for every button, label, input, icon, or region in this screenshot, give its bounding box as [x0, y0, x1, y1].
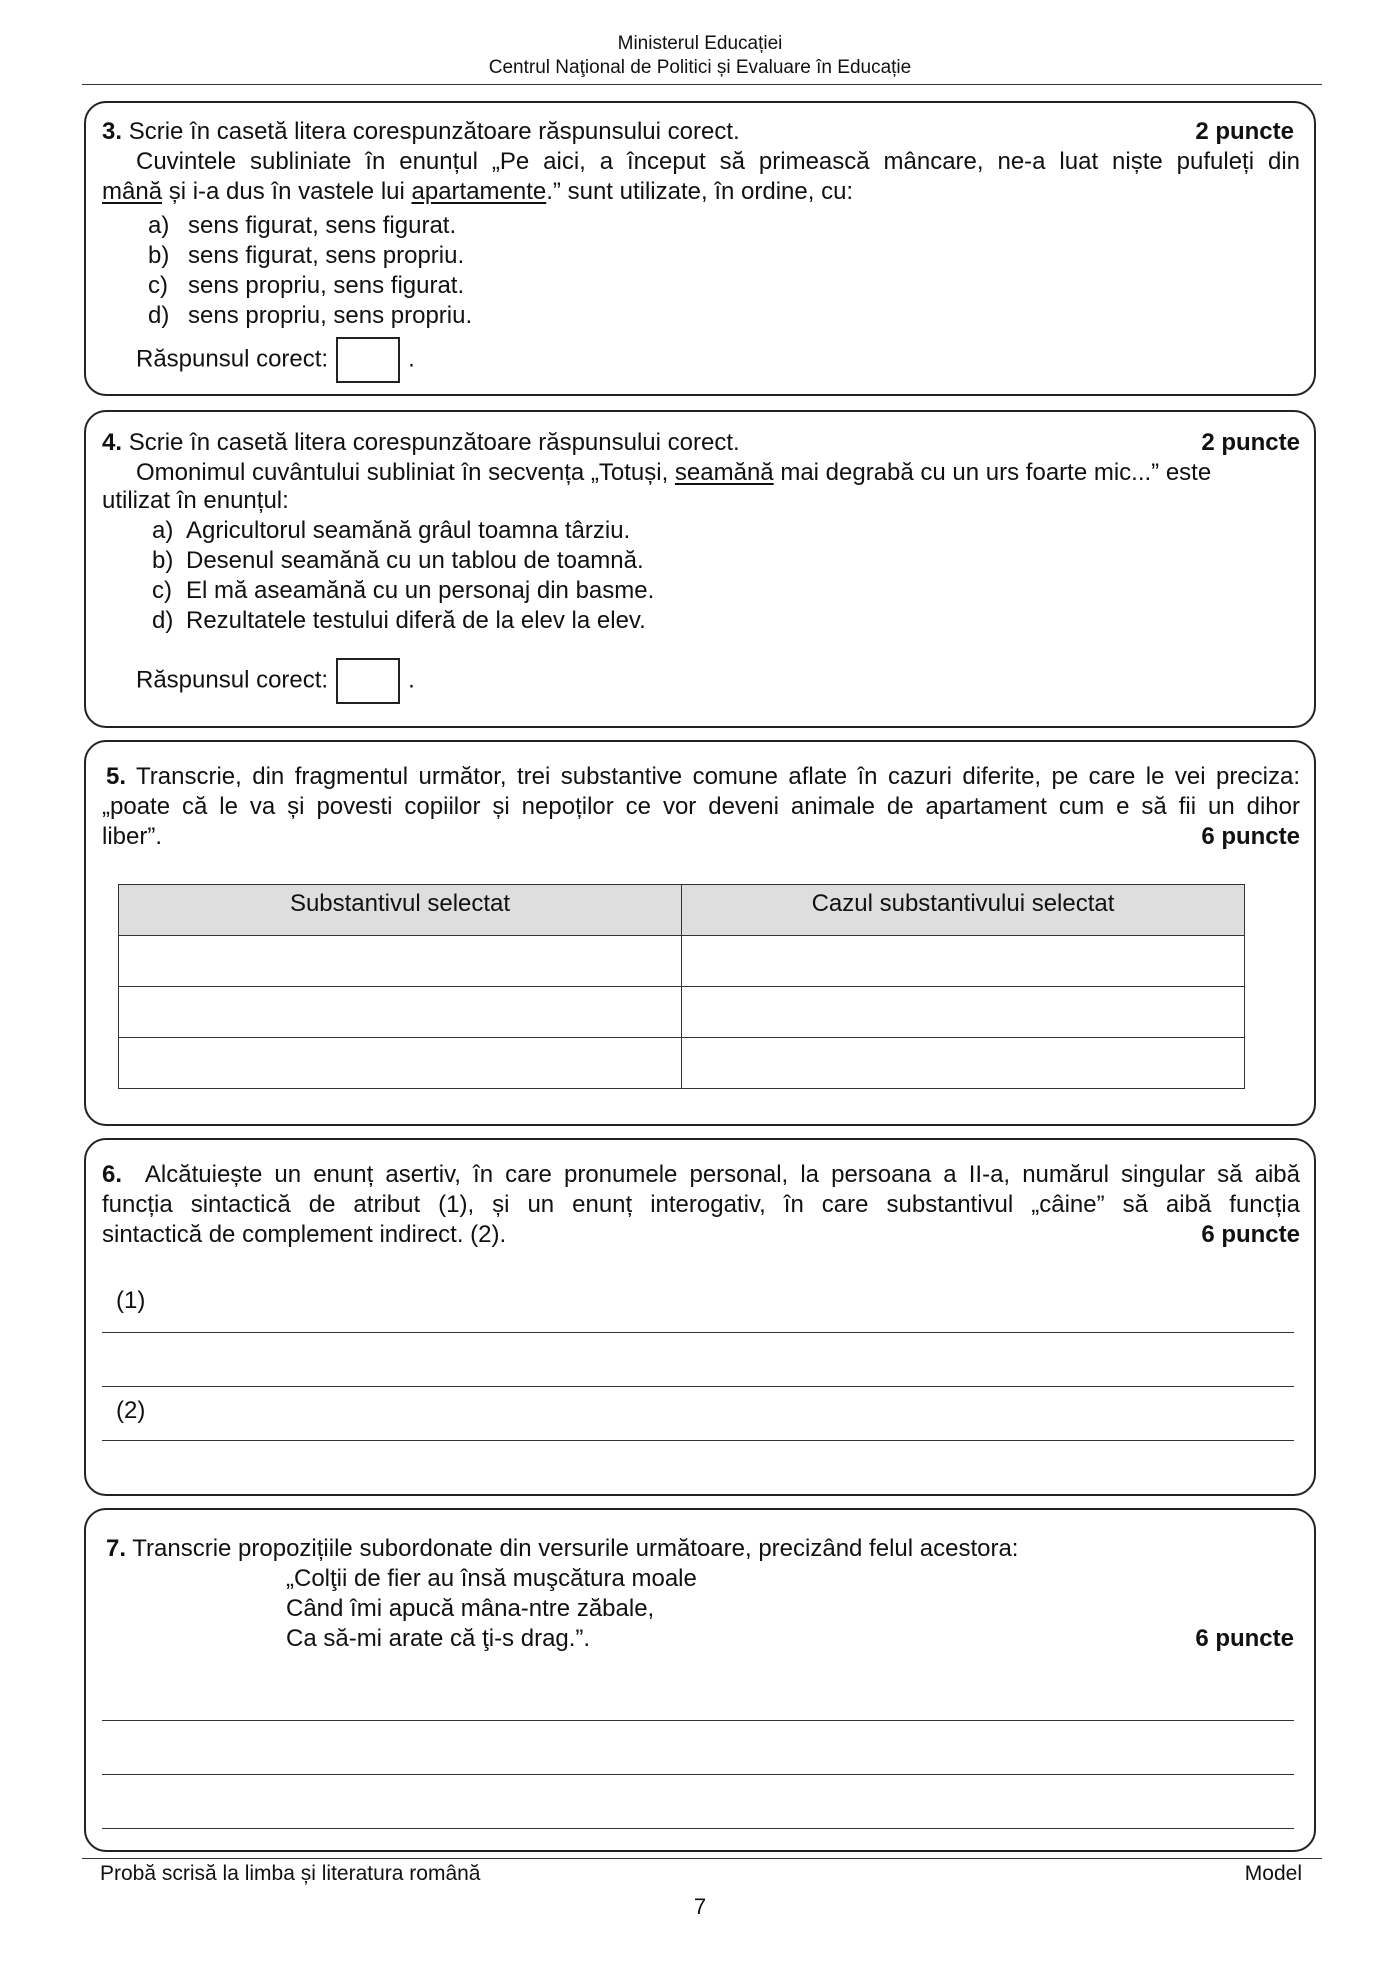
q7-answer-line[interactable]	[102, 1828, 1294, 1829]
case-cell[interactable]	[682, 987, 1245, 1038]
q4-option-c	[152, 576, 654, 606]
q3-option-c	[148, 271, 464, 301]
page-header	[0, 32, 1400, 80]
question-6-box	[84, 1138, 1316, 1496]
q5-answer-table	[118, 884, 1245, 1089]
q3-answer-end: .	[408, 345, 415, 373]
q4-answer-label: Răspunsul corect:	[136, 666, 329, 694]
noun-cell[interactable]	[119, 987, 682, 1038]
page-number: 7	[693, 1894, 707, 1919]
q6-line2: funcția sintactică de atribut (1), și un enunț interogativ, în care substantivul „câine” să aibă funcția	[102, 1191, 1300, 1218]
question-4-box	[84, 410, 1316, 728]
ministry-name: Ministerul Educației	[617, 33, 783, 54]
q7-answer-line[interactable]	[102, 1774, 1294, 1775]
table-header-case: Cazul substantivului selectat	[682, 885, 1245, 936]
option-text: sens figurat, sens figurat.	[188, 212, 457, 239]
q7-answer-line[interactable]	[102, 1720, 1294, 1721]
q5-line2: „poate că le va și povesti copiilor și nepoților ce vor deveni animale de apartament cum e să fii un dihor	[102, 793, 1300, 820]
option-letter: d)	[152, 607, 174, 634]
q4-points: 2 puncte	[1201, 429, 1300, 456]
option-letter: a)	[152, 517, 174, 544]
q3-option-d	[148, 301, 472, 331]
footer-rule	[82, 1858, 1322, 1859]
option-text: Desenul seamănă cu un tablou de toamnă.	[186, 547, 644, 574]
q5-points: 6 puncte	[1201, 823, 1300, 850]
question-5-box	[84, 740, 1316, 1126]
q3-answer-row	[136, 337, 1300, 383]
option-text: Rezultatele testului diferă de la elev la elev.	[186, 607, 646, 634]
q6-answer-line[interactable]	[102, 1440, 1294, 1441]
q6-line1-text: Alcătuiește un enunț asertiv, în care pronumele personal, la persoana a II-a, numărul singular să aibă	[144, 1161, 1300, 1188]
center-name: Centrul Naţional de Politici și Evaluare în Educație	[488, 57, 912, 78]
question-7-box	[84, 1508, 1316, 1852]
footer-model: Model	[1244, 1862, 1302, 1885]
q4-underlined-word: seamănă	[674, 459, 774, 486]
q3-stem-end: .” sunt utilizate, în ordine, cu:	[546, 178, 854, 205]
q7-points: 6 puncte	[1195, 1625, 1294, 1652]
q4-option-d	[152, 606, 646, 636]
q6-points: 6 puncte	[1201, 1221, 1300, 1248]
noun-cell[interactable]	[119, 936, 682, 987]
option-letter: d)	[148, 302, 170, 329]
table-header-noun: Substantivul selectat	[119, 885, 682, 936]
q3-underlined-word-2: apartamente	[411, 178, 547, 205]
q5-line1-text: Transcrie, din fragmentul următor, trei substantive comune aflate în cazuri diferite, pe care le vei preciza:	[136, 763, 1301, 790]
q4-instruction-line	[102, 428, 1300, 458]
q4-number: 4.	[102, 429, 123, 456]
q6-answer-line[interactable]	[102, 1386, 1294, 1387]
q7-instruction-line	[106, 1534, 1300, 1564]
q4-stem-line1	[102, 458, 1300, 488]
table-header-row	[119, 885, 1245, 936]
q7-verse-2: Când îmi apucă mâna-ntre zăbale,	[286, 1595, 655, 1622]
q3-number: 3.	[102, 118, 123, 145]
q3-underlined-word-1: mână	[102, 178, 163, 205]
q4-option-a	[152, 516, 630, 546]
option-text: sens propriu, sens figurat.	[188, 272, 465, 299]
q6-line1	[102, 1160, 1300, 1190]
q3-answer-box[interactable]	[336, 337, 400, 383]
q3-option-a	[148, 211, 456, 241]
table-row	[119, 987, 1245, 1038]
q5-number: 5.	[106, 763, 127, 790]
q4-stem-end: mai degrabă cu un urs foarte mic...” este	[773, 459, 1212, 486]
q7-instruction: Transcrie propozițiile subordonate din versurile următoare, precizând felul acestora:	[132, 1535, 1019, 1562]
q4-answer-end: .	[408, 666, 415, 694]
q4-instruction: Scrie în casetă litera corespunzătoare răspunsului corect.	[128, 429, 740, 456]
q6-label-1: (1)	[116, 1287, 146, 1314]
case-cell[interactable]	[682, 1038, 1245, 1089]
q7-verse-1: „Colţii de fier au însă muşcătura moale	[286, 1565, 697, 1592]
q5-line1	[106, 762, 1300, 792]
noun-cell[interactable]	[119, 1038, 682, 1089]
q4-option-b	[152, 546, 644, 576]
header-rule	[82, 84, 1322, 85]
q6-number: 6.	[102, 1161, 123, 1188]
option-text: sens figurat, sens propriu.	[188, 242, 465, 269]
q5-line3: liber”.	[102, 823, 163, 850]
question-3-box	[84, 101, 1316, 396]
q6-answer-line[interactable]	[102, 1332, 1294, 1333]
q4-answer-box[interactable]	[336, 658, 400, 704]
q3-answer-label: Răspunsul corect:	[136, 345, 329, 373]
footer-exam-title: Probă scrisă la limba și literatura română	[100, 1862, 481, 1885]
q6-line3: sintactică de complement indirect. (2).	[102, 1221, 507, 1248]
case-cell[interactable]	[682, 936, 1245, 987]
q6-label-2: (2)	[116, 1397, 146, 1424]
option-text: sens propriu, sens propriu.	[188, 302, 473, 329]
option-letter: c)	[148, 272, 168, 299]
q3-instruction: Scrie în casetă litera corespunzătoare răspunsului corect.	[128, 118, 740, 145]
option-letter: b)	[148, 242, 170, 269]
option-letter: c)	[152, 577, 172, 604]
option-letter: a)	[148, 212, 170, 239]
option-text: El mă aseamănă cu un personaj din basme.	[186, 577, 655, 604]
q3-stem-mid: și i-a dus în vastele lui	[162, 178, 412, 205]
q4-stem-line2: utilizat în enunțul:	[102, 487, 289, 514]
q7-verse-3: Ca să-mi arate că ţi-s drag.”.	[286, 1625, 591, 1652]
q3-instruction-line	[102, 117, 1300, 147]
q4-stem-start: Omonimul cuvântului subliniat în secvența „Totuși,	[136, 459, 675, 486]
q3-stem-line2	[102, 177, 1300, 207]
q7-number: 7.	[106, 1535, 127, 1562]
option-text: Agricultorul seamănă grâul toamna târziu.	[186, 517, 631, 544]
q3-option-b	[148, 241, 464, 271]
table-row	[119, 1038, 1245, 1089]
q4-answer-row	[136, 658, 1300, 704]
option-letter: b)	[152, 547, 174, 574]
q3-stem-line1: Cuvintele subliniate în enunțul „Pe aici, a început să primească mâncare, ne-a luat niște pufuleți din	[136, 148, 1300, 175]
table-row	[119, 936, 1245, 987]
q3-points: 2 puncte	[1195, 118, 1294, 145]
